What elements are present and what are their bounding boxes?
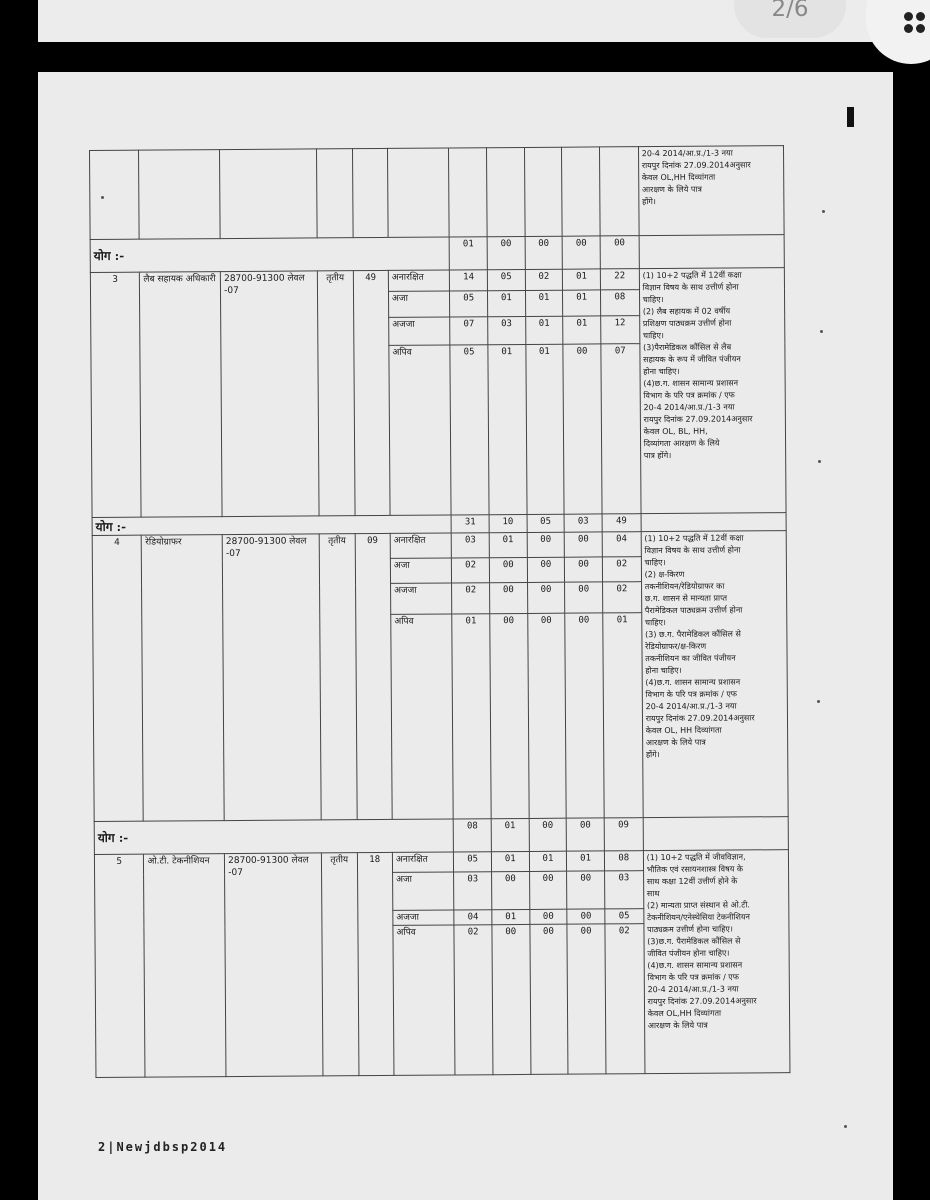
note-line: विभाग के परि पत्र क्रमांक / एफ	[645, 689, 737, 700]
count-cell: 01	[563, 316, 601, 344]
count-cell: 01	[529, 851, 567, 872]
count-cell: 02	[602, 557, 641, 582]
count-cell: 01	[526, 345, 565, 515]
note-line: (2) क्ष-किरण	[644, 570, 685, 580]
note-line: टेकनीशियन/एनेस्थेसिया टेकनीशियन	[647, 912, 751, 922]
note-line: केवल OL,HH दिव्यांगता	[647, 1008, 722, 1018]
note-line: केवल OL, HH दिव्यांगता	[645, 726, 722, 736]
count-cell: 00	[527, 582, 565, 613]
empty-cell	[599, 147, 638, 236]
note-line: पात्र होंगे।	[643, 450, 672, 461]
empty-cell	[524, 147, 562, 236]
total-cell: 00	[525, 236, 563, 269]
note-line: पैरामेडिकल पाठ्यक्रम उत्तीर्ण होना	[644, 605, 743, 616]
count-cell: 01	[452, 614, 491, 819]
note-line: (3)पैरामेडिकल कौंसिल से लैब	[643, 342, 732, 353]
scan-speck	[844, 1125, 847, 1128]
note-line: आरक्षण के लिये पात्र	[641, 184, 702, 195]
count-cell: 00	[567, 871, 605, 908]
count-cell: 07	[450, 317, 488, 345]
note-line: (4)छ.ग. शासन सामान्य प्रशासन	[643, 378, 739, 389]
serial-number: 4	[92, 536, 143, 822]
count-cell: 05	[454, 851, 492, 872]
note-line: प्रशिक्षण पाठ्यक्रम उत्तीर्ण होना	[642, 318, 732, 329]
count-cell: 00	[527, 557, 565, 582]
totals-row	[94, 816, 788, 854]
category-label: अजा	[388, 291, 450, 318]
empty-cell	[90, 150, 140, 239]
note-line: पाठ्यक्रम उत्तीर्ण होना चाहिए।	[647, 924, 733, 934]
empty-cell	[387, 148, 449, 237]
count-cell: 01	[603, 613, 643, 818]
count-cell: 01	[492, 909, 530, 925]
post-name: रेडियोग्राफर	[142, 535, 225, 821]
count-cell: 02	[454, 925, 493, 1075]
count-cell: 00	[565, 582, 603, 613]
table-row	[94, 849, 788, 875]
post-class: तृतीय	[319, 534, 356, 819]
note-line: रायपुर दिनांक 27.09.2014अनुसार	[645, 713, 755, 724]
empty-cell	[352, 148, 388, 237]
note-line: केवल OL,HH दिव्यांगता	[641, 172, 716, 183]
table-row	[92, 531, 786, 561]
category-label: अपिव	[389, 345, 452, 515]
note-line: रायपुर दिनांक 27.09.2014अनुसार	[641, 160, 751, 171]
empty-cell	[639, 235, 785, 269]
scan-speck	[818, 460, 821, 463]
totals-label: योग :-	[90, 237, 450, 273]
menu-dot-icon	[904, 24, 913, 33]
count-cell: 01	[525, 290, 563, 317]
empty-cell	[316, 149, 352, 238]
note-line: साथ	[646, 888, 660, 898]
note-line: छ.ग. शासन से मान्यता प्राप्त	[644, 593, 728, 604]
page-indicator[interactable]: 2/6	[734, 0, 846, 38]
eligibility-note	[641, 531, 788, 817]
count-cell: 05	[450, 345, 489, 515]
count-cell: 01	[491, 851, 529, 872]
count-cell: 00	[567, 924, 606, 1074]
note-line: 20-4 2014/आ.प्र./1-3 नया	[647, 984, 739, 994]
note-line: 20-4 2014/आ.प्र./1-3 नया	[643, 402, 735, 413]
count-cell: 00	[567, 908, 605, 924]
count-cell: 00	[565, 557, 603, 582]
post-name: लैब सहायक अधिकारी	[140, 272, 222, 517]
eligibility-note	[639, 268, 786, 514]
category-label: अजा	[393, 872, 455, 910]
menu-dot-icon	[904, 12, 913, 21]
count-cell: 00	[529, 872, 567, 909]
category-label: अनारक्षित	[390, 533, 451, 558]
category-label: अजजा	[389, 317, 451, 345]
note-line: रायपुर दिनांक 27.09.2014अनुसार	[647, 996, 757, 1006]
note-line: (1) 10+2 पद्धति में 12वीं कक्षा	[642, 270, 742, 281]
note-line: होना चाहिए।	[643, 366, 680, 377]
count-cell: 04	[454, 909, 492, 925]
empty-cell	[641, 512, 786, 532]
count-cell: 00	[490, 613, 529, 818]
count-cell: 01	[488, 345, 527, 515]
total-cell: 49	[602, 513, 641, 532]
count-cell: 00	[564, 532, 602, 557]
note-line: (2) मान्यता प्राप्त संस्थान से ओ.टी.	[646, 900, 750, 910]
count-cell: 01	[525, 317, 563, 345]
pay-scale: 28700-91300 लेवल -07	[222, 534, 321, 820]
total-cell: 00	[529, 818, 567, 851]
total-cell: 00	[562, 236, 600, 269]
count-cell: 00	[530, 924, 569, 1074]
count-cell: 01	[563, 290, 601, 317]
total-cell: 00	[600, 236, 639, 269]
eligibility-note	[638, 146, 784, 236]
note-line: आरक्षण के लिये पात्र	[645, 738, 706, 748]
count-cell: 00	[490, 582, 528, 613]
total-cell: 10	[489, 514, 527, 533]
empty-cell	[643, 816, 789, 850]
note-line: केवल OL, BL, HH,	[643, 426, 708, 437]
count-cell: 08	[600, 289, 639, 316]
count-cell: 03	[454, 872, 492, 909]
count-cell: 03	[605, 871, 644, 908]
serial-number: 3	[90, 272, 141, 517]
count-cell: 02	[452, 583, 490, 614]
total-cell: 08	[454, 818, 492, 851]
count-cell: 08	[604, 850, 643, 871]
note-line: (4)छ.ग. शासन सामान्य प्रशासन	[647, 960, 743, 970]
category-label: अजजा	[393, 910, 454, 926]
total-cell: 31	[451, 515, 489, 534]
note-line: 20-4 2014/आ.प्र./1-3 नया	[645, 701, 737, 712]
total-cell: 05	[527, 514, 565, 533]
note-line: रेडियोग्राफर/क्ष-किरण	[645, 642, 707, 652]
totals-label: योग :-	[94, 819, 454, 855]
note-line: होंगे।	[645, 750, 660, 760]
count-cell: 05	[487, 269, 525, 290]
count-cell: 00	[565, 613, 604, 818]
empty-cell	[139, 150, 220, 239]
count-cell: 00	[527, 613, 566, 818]
empty-cell	[562, 147, 600, 236]
category-label: अजा	[390, 558, 451, 583]
count-cell: 05	[605, 908, 644, 924]
note-line: चाहिए।	[644, 618, 666, 628]
total-cell: 00	[566, 818, 604, 851]
count-cell: 03	[452, 533, 490, 558]
note-line: 20-4 2014/आ.प्र./1-3 नया	[641, 148, 733, 159]
pay-scale: 28700-91300 लेवल -07	[225, 853, 323, 1077]
note-line: विभाग के परि पत्र क्रमांक / एफ	[647, 972, 739, 982]
note-line: विज्ञान विषय के साथ उत्तीर्ण होना	[644, 545, 741, 556]
note-line: जीवित पंजीयन होना चाहिए।	[647, 948, 730, 958]
table-row	[90, 268, 784, 294]
count-cell: 00	[527, 533, 565, 558]
count-cell: 01	[487, 290, 525, 317]
note-line: (3) छ.ग. पैरामेडिकल कौंसिल से	[645, 629, 741, 640]
note-line: आरक्षण के लिये पात्र	[647, 1020, 708, 1030]
note-line: चाहिए।	[642, 294, 664, 305]
note-line: होंगे।	[642, 197, 656, 207]
totals-row	[90, 235, 784, 273]
count-cell: 02	[525, 269, 563, 290]
count-cell: 00	[492, 924, 531, 1074]
count-cell: 00	[492, 872, 530, 909]
menu-dot-icon	[916, 12, 925, 21]
post-class: तृतीय	[317, 271, 354, 516]
note-line: (1) 10+2 पद्धति में जीवविज्ञान,	[646, 852, 746, 862]
count-cell: 04	[602, 532, 641, 557]
count-cell: 07	[601, 344, 641, 514]
count-cell: 22	[600, 269, 639, 290]
serial-number: 5	[94, 854, 145, 1078]
note-line: साथ कक्षा 12वीं उत्तीर्ण होने के	[646, 876, 738, 886]
more-options-button[interactable]	[866, 0, 930, 64]
count-cell: 00	[489, 558, 527, 583]
total-cell: 03	[564, 514, 602, 533]
note-line: भौतिक एवं रसायनशास्त्र विषय के	[646, 864, 744, 874]
scan-speck	[822, 210, 825, 213]
note-line: तकनीशियन/रेडियोग्राफर का	[644, 581, 725, 592]
note-line: चाहिए।	[644, 558, 666, 568]
totals-label: योग :-	[92, 515, 451, 536]
total-cell: 09	[604, 817, 643, 850]
count-cell: 14	[450, 270, 488, 291]
count-cell: 00	[529, 909, 567, 925]
category-label: अनारक्षित	[392, 852, 453, 873]
total-cell: 01	[491, 818, 529, 851]
empty-cell	[449, 148, 487, 237]
note-line: विभाग के परि पत्र क्रमांक / एफ	[643, 390, 735, 401]
menu-dot-icon	[916, 24, 925, 33]
count-cell: 01	[567, 851, 605, 872]
page-edge-mark	[847, 107, 854, 127]
note-line: सहायक के रूप में जीवित पंजीयन	[643, 354, 741, 365]
count-cell: 01	[563, 269, 601, 290]
note-line: (4)छ.ग. शासन सामान्य प्रशासन	[645, 677, 741, 688]
empty-cell	[220, 149, 317, 239]
total-cell: 00	[487, 236, 525, 269]
category-label: अपिव	[391, 614, 454, 819]
posts-table	[89, 145, 790, 1078]
note-line: होना चाहिए।	[645, 666, 682, 676]
category-label: अजजा	[391, 583, 453, 614]
count-cell: 02	[602, 582, 641, 613]
count-cell: 12	[601, 316, 640, 344]
post-total: 18	[357, 852, 394, 1076]
post-total: 09	[355, 534, 392, 819]
note-line: (1) 10+2 पद्धति में 12वीं कक्षा	[644, 533, 744, 544]
empty-cell	[486, 147, 524, 236]
note-line: चाहिए।	[642, 330, 664, 341]
total-cell: 01	[449, 237, 487, 270]
note-line: रायपुर दिनांक 27.09.2014अनुसार	[643, 414, 753, 425]
table-row	[90, 146, 785, 240]
post-name: ओ.टी. टेकनीशियन	[144, 853, 226, 1077]
scan-speck	[820, 330, 823, 333]
eligibility-note	[643, 849, 790, 1073]
count-cell: 00	[563, 344, 602, 514]
note-line: तकनीशियन का जीवित पंजीयन	[645, 653, 736, 664]
note-line: विज्ञान विषय के साथ उत्तीर्ण होना	[642, 282, 739, 293]
page-footer: 2|Newjdbsp2014	[98, 1140, 228, 1154]
count-cell: 01	[489, 533, 527, 558]
category-label: अनारक्षित	[388, 270, 449, 291]
count-cell: 02	[605, 924, 645, 1074]
note-line: (3)छ.ग. पैरामेडिकल कौंसिल से	[647, 936, 741, 946]
note-line: (2) लैब सहायक में 02 वर्षीय	[642, 306, 731, 317]
post-total: 49	[353, 270, 390, 515]
count-cell: 03	[488, 317, 526, 345]
scan-speck	[817, 700, 820, 703]
count-cell: 02	[452, 558, 490, 583]
note-line: दिव्यांगता आरक्षण के लिये	[643, 438, 720, 449]
category-label: अपिव	[393, 925, 455, 1075]
pay-scale: 28700-91300 लेवल -07	[221, 271, 320, 517]
count-cell: 05	[450, 290, 488, 317]
post-class: तृतीय	[321, 852, 358, 1076]
